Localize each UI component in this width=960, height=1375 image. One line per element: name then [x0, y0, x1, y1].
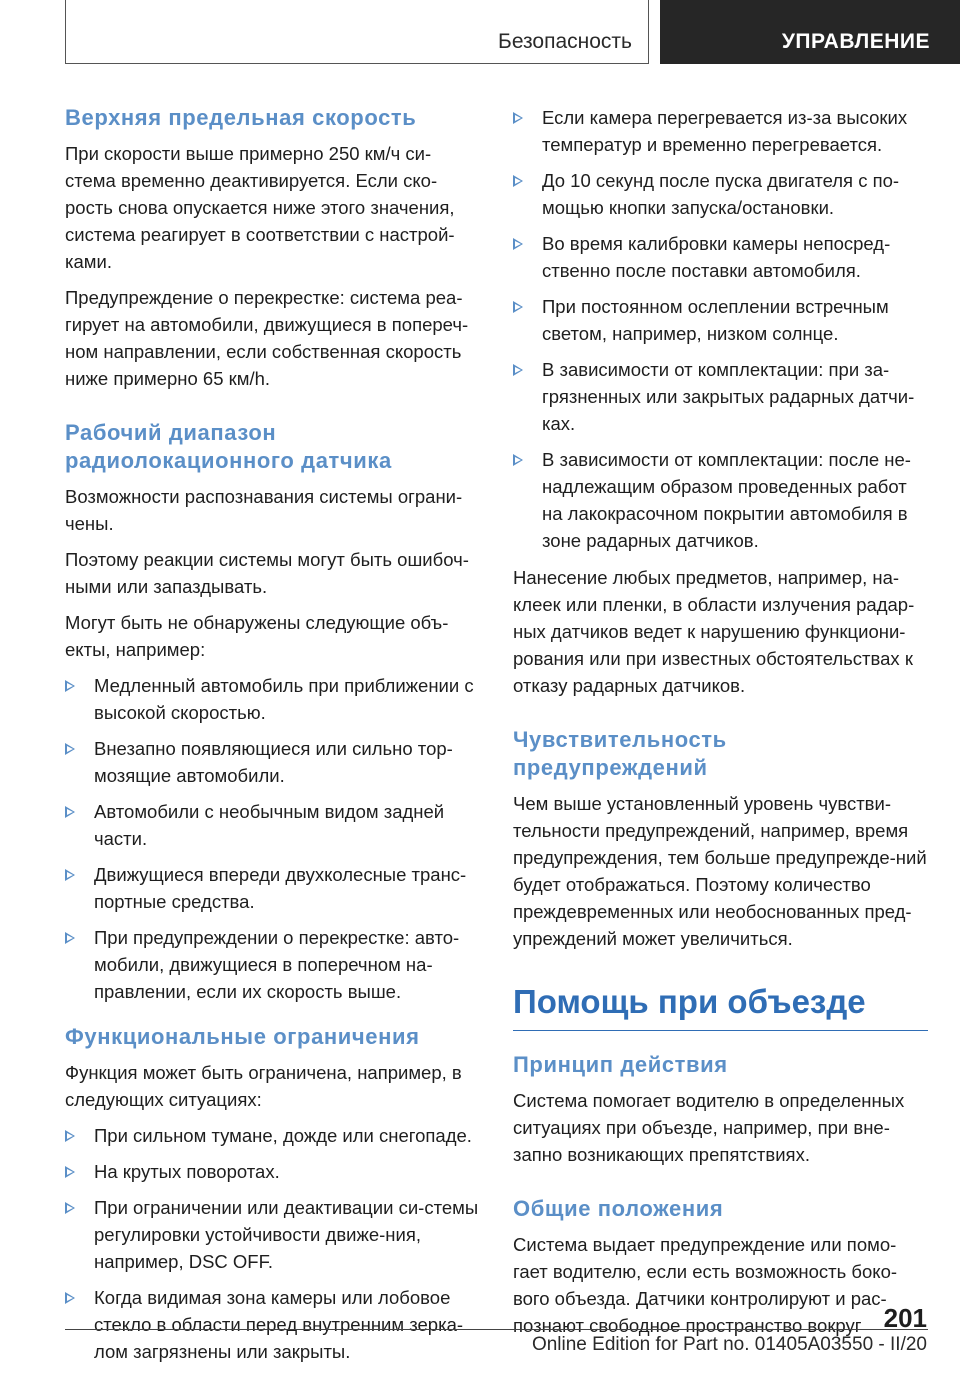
triangle-bullet-icon [65, 1166, 75, 1178]
triangle-bullet-icon [65, 1292, 75, 1304]
list-item: Движущиеся впереди двухколесные транс-портные средства. [65, 861, 480, 915]
list-item: При постоянном ослеплении встречным светом, например, низком солнце. [513, 293, 928, 347]
heading-general: Общие положения [513, 1196, 724, 1221]
footer-divider [65, 1329, 928, 1330]
paragraph: Предупреждение о перекрестке: система реа-гирует на автомобили, движущиеся в попереч-ном направлении, если собственная скорость ниже примерно 65 км/h. [65, 287, 469, 389]
section-title-evasion-assist: Помощь при объезде [513, 982, 928, 1031]
heading-top-speed: Верхняя предельная скорость [65, 105, 417, 130]
paragraph: Система помогает водителю в определенных ситуациях при объезде, например, при вне-запно возникающих препятствиях. [513, 1090, 905, 1165]
triangle-bullet-icon [513, 238, 523, 250]
heading-sensor-range: Рабочий диапазон радиолокационного датчика [65, 420, 392, 473]
heading-sensitivity: Чувствительность предупреждений [513, 727, 727, 780]
heading-principle: Принцип действия [513, 1052, 728, 1077]
paragraph: Нанесение любых предметов, например, на-клеек или пленки, в области излучения радар-ных датчиков ведет к нарушению функциони-рования или при известных обстоятельствах к отказу радарных датчиков. [513, 567, 915, 696]
triangle-bullet-icon [513, 175, 523, 187]
continued-list [513, 104, 928, 554]
triangle-bullet-icon [513, 454, 523, 466]
list-item: Внезапно появляющиеся или сильно тор-мозящие автомобили. [65, 735, 480, 789]
list-item: Если камера перегревается из-за высоких температур и временно перегревается. [513, 104, 928, 158]
range-list [65, 672, 480, 1005]
triangle-bullet-icon [65, 1202, 75, 1214]
footer-edition: Online Edition for Part no. 01405A03550 - II/20 [531, 1334, 927, 1355]
page-number: 201 [883, 1303, 927, 1333]
triangle-bullet-icon [65, 932, 75, 944]
list-item: Медленный автомобиль при приближении с высокой скоростью. [65, 672, 480, 726]
triangle-bullet-icon [65, 869, 75, 881]
triangle-bullet-icon [65, 806, 75, 818]
paragraph: Поэтому реакции системы могут быть ошибоч-ными или запаздывать. [65, 549, 469, 597]
paragraph: Функция может быть ограничена, например, в следующих ситуациях: [65, 1062, 462, 1110]
list-item: При предупреждении о перекрестке: авто-мобили, движущиеся в поперечном на-правлении, если их скорость выше. [65, 924, 480, 1005]
header-section-tab [65, 0, 649, 64]
list-item: Когда видимая зона камеры или лобовое стекло в области перед внутренним зерка-лом загрязнены или закрыты. [65, 1284, 480, 1365]
list-item: Автомобили с необычным видом задней части. [65, 798, 480, 852]
list-item: В зависимости от комплектации: после не-надлежащим образом проведенных работ на лакокрасочном покрытии автомобиля в зоне радарных датчиков. [513, 446, 928, 554]
list-item: До 10 секунд после пуска двигателя с по-мощью кнопки запуска/остановки. [513, 167, 928, 221]
list-item: На крутых поворотах. [65, 1158, 480, 1185]
triangle-bullet-icon [65, 680, 75, 692]
triangle-bullet-icon [513, 301, 523, 313]
triangle-bullet-icon [513, 112, 523, 124]
list-item: При ограничении или деактивации си-стемы регулировки устойчивости движе-ния, например, DSC OFF. [65, 1194, 480, 1275]
left-column [65, 104, 480, 1375]
header-chapter-tab [660, 0, 960, 64]
paragraph: Чем выше установленный уровень чувстви-тельности предупреждений, например, время предупреждения, тем больше предупрежде-ний будет отображаться. Поэтому количество преждевременных или необоснованных пред-упреждений может увеличиться. [513, 793, 927, 949]
right-column [513, 104, 928, 1348]
heading-limitations: Функциональные ограничения [65, 1024, 420, 1049]
paragraph: Могут быть не обнаружены следующие объ-екты, например: [65, 612, 449, 660]
header-section-label: Безопасность [498, 30, 632, 53]
header-chapter-label: УПРАВЛЕНИЕ [781, 30, 930, 53]
paragraph: При скорости выше примерно 250 км/ч си-стема временно деактивируется. Если ско-рость снова опускается ниже этого значения, система реагирует в соответствии с настрой-ками. [65, 143, 455, 272]
list-item: При сильном тумане, дожде или снегопаде. [65, 1122, 480, 1149]
list-item: В зависимости от комплектации: при за-грязненных или закрытых радарных датчи-ках. [513, 356, 928, 437]
list-item: Во время калибровки камеры непосред-ственно после поставки автомобиля. [513, 230, 928, 284]
triangle-bullet-icon [65, 743, 75, 755]
triangle-bullet-icon [65, 1130, 75, 1142]
paragraph: Возможности распознавания системы ограни-чены. [65, 486, 463, 534]
paragraph: Система выдает предупреждение или помо-гает водителю, если есть возможность боко-вого объезда. Датчики контролируют и рас-познают свободное пространство вокруг [513, 1234, 898, 1336]
triangle-bullet-icon [513, 364, 523, 376]
